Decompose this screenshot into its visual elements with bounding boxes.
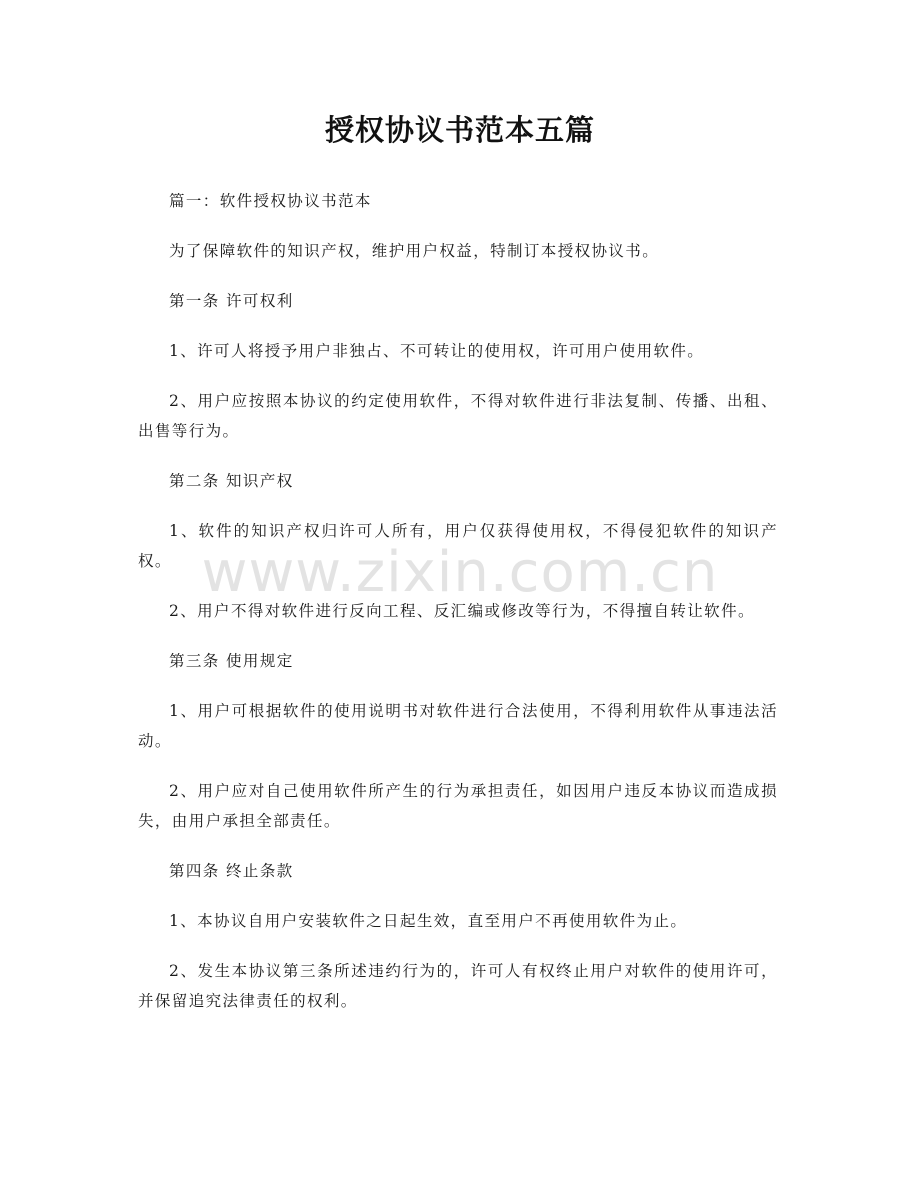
clause-paragraph: 2、用户应对自己使用软件所产生的行为承担责任，如因用户违反本协议而造成损失，由用户承担全部责任。 [138, 782, 778, 830]
article-heading: 第三条 使用规定 [169, 652, 294, 670]
article-heading: 第二条 知识产权 [169, 472, 294, 490]
document-body [138, 186, 778, 1036]
intro-paragraph: 为了保障软件的知识产权，维护用户权益，特制订本授权协议书。 [169, 242, 660, 260]
document-title: 授权协议书范本五篇 [324, 113, 595, 147]
article-heading: 第一条 许可权利 [169, 292, 294, 310]
section-heading: 篇一：软件授权协议书范本 [169, 192, 372, 210]
clause-paragraph: 2、发生本协议第三条所述违约行为的，许可人有权终止用户对软件的使用许可，并保留追究法律责任的权利。 [138, 962, 778, 1010]
clause-paragraph: 1、软件的知识产权归许可人所有，用户仅获得使用权，不得侵犯软件的知识产权。 [138, 522, 778, 570]
clause-paragraph: 1、许可人将授予用户非独占、不可转让的使用权，许可用户使用软件。 [169, 342, 705, 360]
clause-paragraph: 2、用户应按照本协议的约定使用软件，不得对软件进行非法复制、传播、出租、出售等行为。 [138, 392, 778, 440]
clause-paragraph: 1、用户可根据软件的使用说明书对软件进行合法使用，不得利用软件从事违法活动。 [138, 702, 778, 750]
clause-paragraph: 2、用户不得对软件进行反向工程、反汇编或修改等行为，不得擅自转让软件。 [169, 602, 755, 620]
watermark-text: www.zixin.com.cn [201, 540, 719, 605]
article-heading: 第四条 终止条款 [169, 862, 294, 880]
clause-paragraph: 1、本协议自用户安装软件之日起生效，直至用户不再使用软件为止。 [169, 912, 688, 930]
